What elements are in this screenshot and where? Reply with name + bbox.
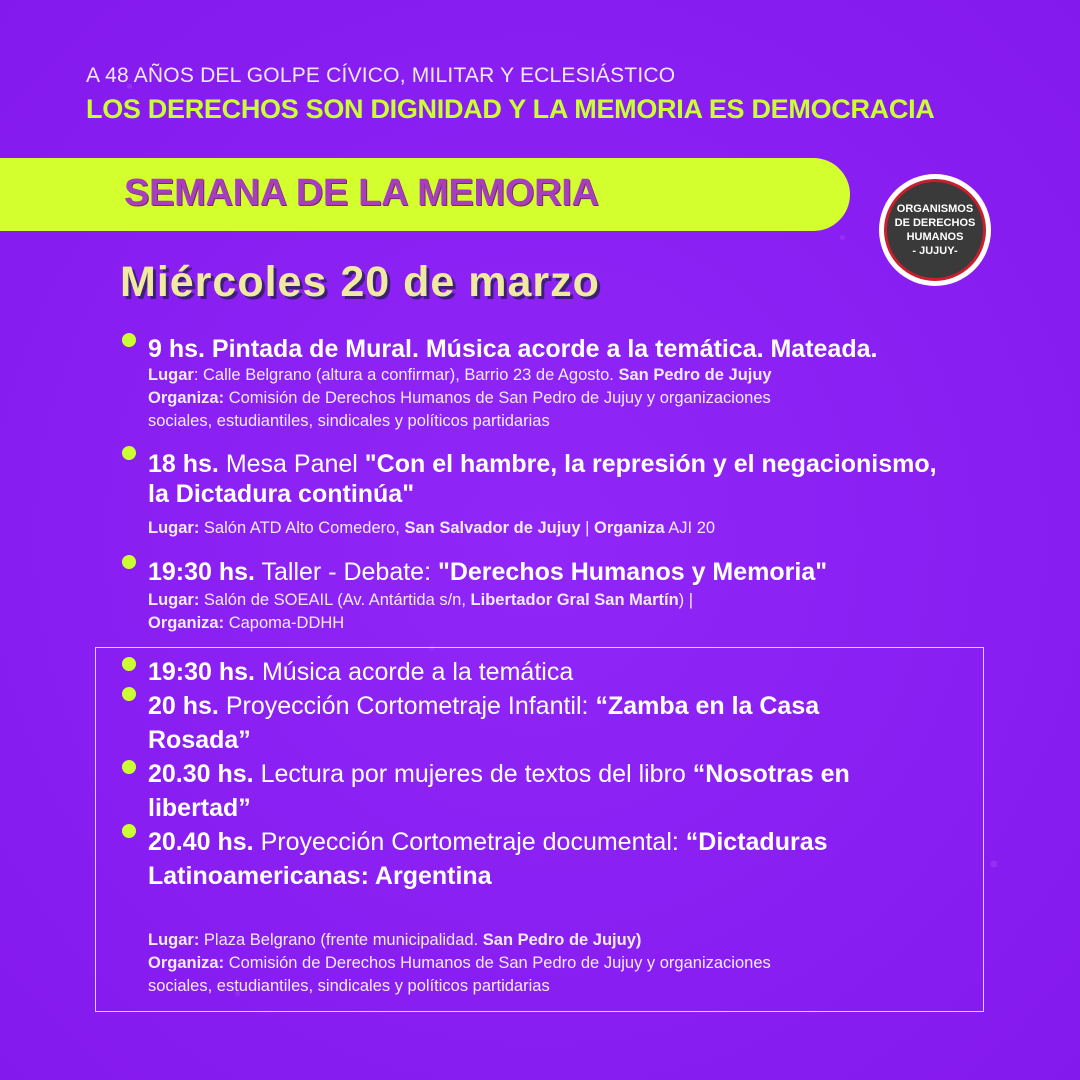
- event-quote: libertad”: [148, 794, 251, 822]
- organizer-text: Comisión de Derechos Humanos de San Pedro de Jujuy y organizaciones: [224, 954, 771, 972]
- event-type: Lectura por mujeres de textos del libro: [253, 760, 693, 788]
- organizer-text: Comisión de Derechos Humanos de San Pedro de Jujuy y organizaciones: [224, 389, 771, 407]
- event-organizer: [148, 952, 968, 975]
- event-quote: la Dictadura continúa": [148, 480, 415, 508]
- event-time: 20.30 hs.: [148, 760, 254, 788]
- event-item: [148, 334, 968, 433]
- event-heading: [148, 825, 968, 859]
- slogan: LOS DERECHOS SON DIGNIDAD Y LA MEMORIA ES DEMOCRACIA: [86, 94, 935, 124]
- title-banner: [0, 158, 850, 231]
- organizer-label: Organiza:: [148, 614, 225, 632]
- location-label: Lugar:: [148, 519, 200, 537]
- event-type: Mesa Panel: [218, 450, 365, 478]
- location-label: Lugar:: [148, 591, 200, 609]
- logo-line: DE DERECHOS: [894, 217, 976, 229]
- event-quote: Latinoamericanas: Argentina: [148, 862, 492, 890]
- event-quote: “Nosotras en: [692, 760, 850, 788]
- logo-line: - JUJUY-: [912, 245, 958, 257]
- bullet-icon: [122, 687, 136, 701]
- bullet-icon: [122, 333, 136, 347]
- location-label: Lugar: [148, 366, 194, 384]
- event-time: 20 hs.: [148, 692, 219, 720]
- event-item: [148, 557, 968, 635]
- separator: |: [580, 519, 595, 537]
- event-item: [148, 655, 968, 893]
- event-heading: [148, 449, 968, 479]
- event-type: Proyección Cortometraje Infantil:: [218, 692, 596, 720]
- location-city: San Pedro de Jujuy: [618, 366, 772, 384]
- event-location: [148, 364, 968, 387]
- location-city: San Pedro de Jujuy): [482, 931, 642, 949]
- subtitle: A 48 AÑOS DEL GOLPE CÍVICO, MILITAR Y ECLESIÁSTICO: [86, 64, 676, 87]
- event-quote: Rosada”: [148, 726, 251, 754]
- box-footer: [148, 929, 968, 998]
- bullet-icon: [122, 760, 136, 774]
- event-heading-cont: [148, 479, 968, 509]
- event-type: Proyección Cortometraje documental:: [253, 828, 686, 856]
- event-title: Pintada de Mural. Música acorde a la temática. Mateada.: [204, 335, 878, 363]
- location-city: Libertador Gral San Martín: [470, 591, 679, 609]
- location-text: Plaza Belgrano (frente municipalidad.: [199, 931, 483, 949]
- event-date: Miércoles 20 de marzo: [120, 258, 600, 306]
- event-heading: [148, 557, 968, 587]
- event-location: [148, 517, 968, 540]
- logo-line: ORGANISMOS: [896, 203, 974, 215]
- event-heading: [148, 655, 968, 689]
- organizer-label: Organiza:: [148, 389, 225, 407]
- event-time: 19:30 hs.: [148, 658, 256, 686]
- organizer-label: Organiza:: [148, 954, 225, 972]
- location-text: ) |: [678, 591, 694, 609]
- event-heading-cont: [148, 859, 968, 893]
- event-time: 18 hs.: [148, 450, 219, 478]
- location-text: Salón ATD Alto Comedero,: [199, 519, 405, 537]
- location-label: Lugar:: [148, 931, 200, 949]
- location-city: San Salvador de Jujuy: [404, 519, 581, 537]
- bullet-icon: [122, 446, 136, 460]
- organizer-text: AJI 20: [664, 519, 716, 537]
- event-heading: [148, 757, 968, 791]
- event-title: Música acorde a la temática: [255, 658, 574, 686]
- event-time: 9 hs.: [148, 335, 205, 363]
- logo-seal: [884, 179, 986, 281]
- event-organizer: [148, 387, 968, 410]
- bullet-icon: [122, 657, 136, 671]
- event-item: [148, 449, 968, 540]
- event-quote: “Dictaduras: [685, 828, 828, 856]
- event-time: 20.40 hs.: [148, 828, 254, 856]
- organizer-label: Organiza: [594, 519, 665, 537]
- logo-line: HUMANOS: [906, 231, 964, 243]
- organizer-text-cont: sociales, estudiantiles, sindicales y políticos partidarias: [148, 977, 550, 995]
- event-heading-cont: [148, 723, 968, 757]
- event-organizer: [148, 612, 968, 635]
- location-text: Salón de SOEAIL (Av. Antártida s/n,: [199, 591, 471, 609]
- event-quote: "Con el hambre, la represión y el negacionismo,: [364, 450, 937, 478]
- bullet-icon: [122, 824, 136, 838]
- event-quote: "Derechos Humanos y Memoria": [437, 558, 828, 586]
- organizer-text-cont: sociales, estudiantiles, sindicales y políticos partidarias: [148, 412, 550, 430]
- event-heading: [148, 334, 968, 364]
- banner-title: SEMANA DE LA MEMORIA: [124, 172, 599, 214]
- event-heading: [148, 689, 968, 723]
- event-location: [148, 929, 968, 952]
- event-heading-cont: [148, 791, 968, 825]
- organizer-text: Capoma-DDHH: [224, 614, 345, 632]
- event-location: [148, 589, 968, 612]
- location-text: : Calle Belgrano (altura a confirmar), Barrio 23 de Agosto.: [193, 366, 619, 384]
- organization-logo: [879, 174, 991, 286]
- event-quote: “Zamba en la Casa: [595, 692, 820, 720]
- bullet-icon: [122, 555, 136, 569]
- event-time: 19:30 hs.: [148, 558, 256, 586]
- event-type: Taller - Debate:: [255, 558, 438, 586]
